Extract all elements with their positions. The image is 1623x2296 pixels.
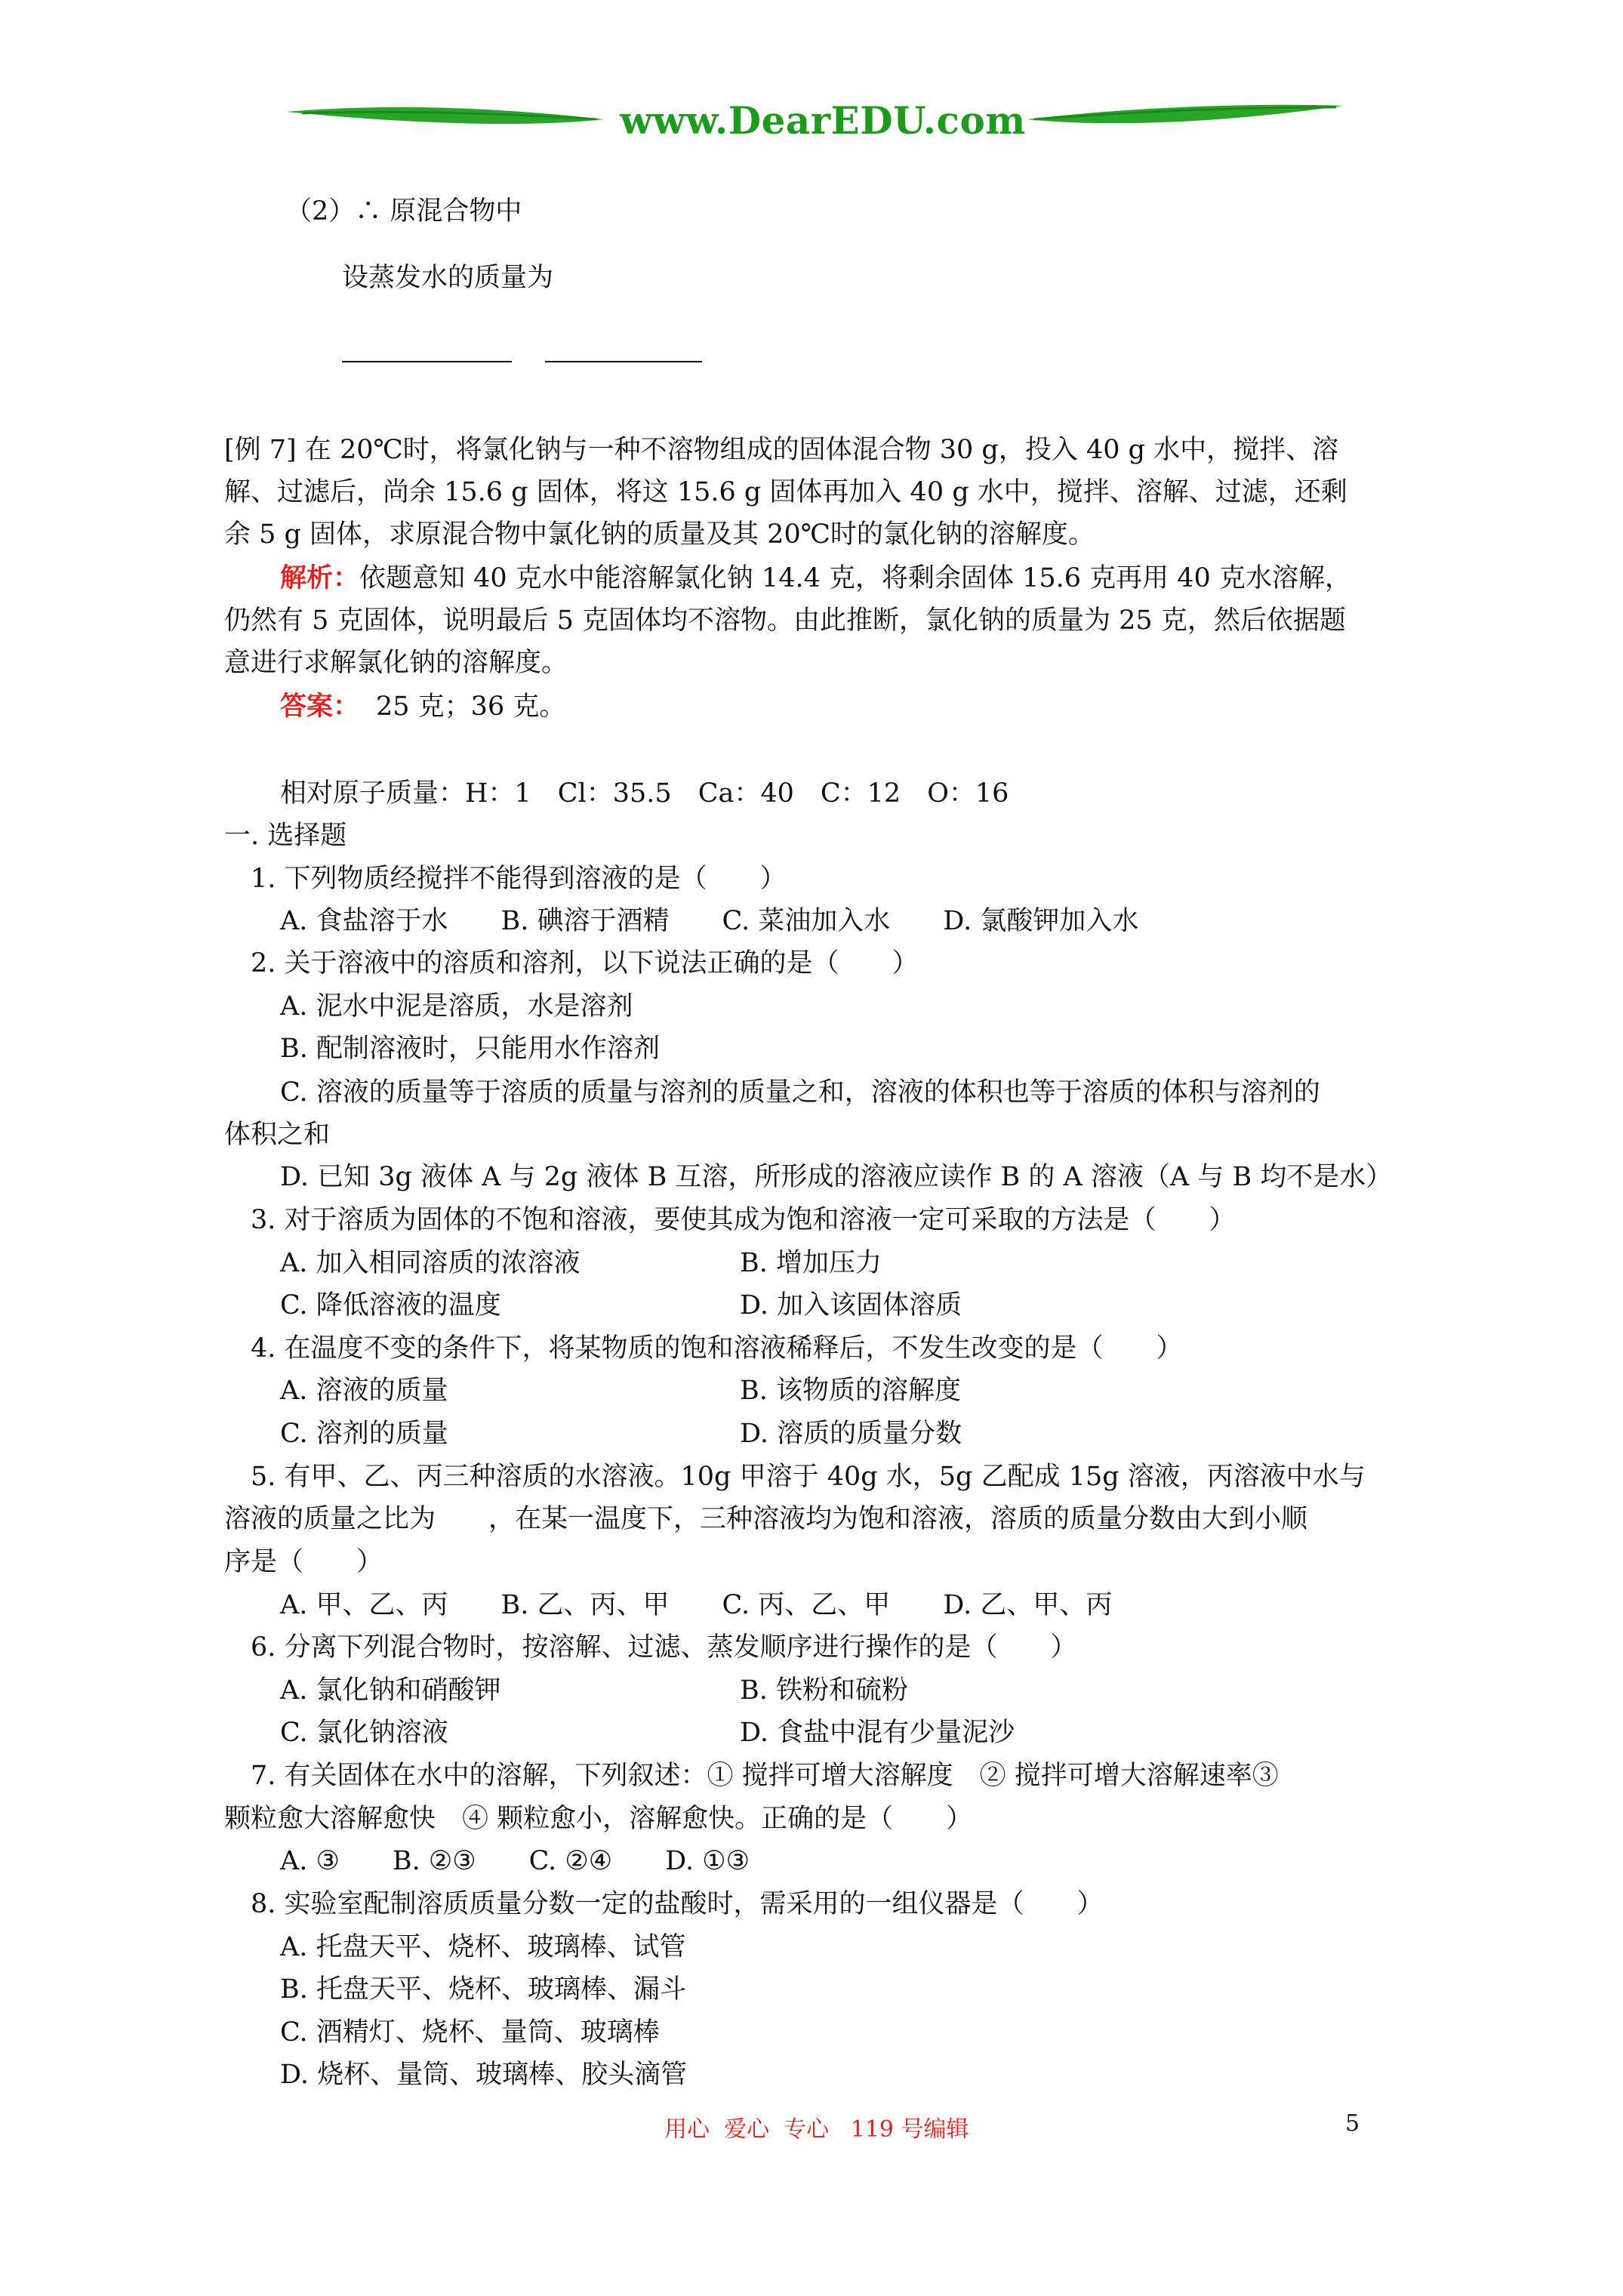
question-stem: 序是（ ）: [224, 1547, 383, 1577]
footer-text: 用心 爱心 专心 119 号编辑: [664, 2116, 969, 2143]
analysis-label: 解析：: [280, 562, 360, 593]
question-stem: 4. 在温度不变的条件下，将某物质的饱和溶液稀释后，不发生改变的是（ ）: [251, 1333, 1183, 1364]
question-option: A. 溶液的质量: [280, 1376, 448, 1406]
question-option: C. 降低溶液的温度: [280, 1290, 501, 1321]
text-line: 设蒸发水的质量为: [342, 263, 554, 293]
answer-blank: [545, 361, 702, 362]
question-option: D. 溶质的质量分数: [740, 1419, 962, 1449]
question-option: D. 已知 3g 液体 A 与 2g 液体 B 互溶，所形成的溶液应读作 B 的 A 溶液（A 与 B 均不是水）: [280, 1162, 1393, 1192]
question-stem: 3. 对于溶质为固体的不饱和溶液，要使其成为饱和溶液一定可采取的方法是（ ）: [251, 1205, 1236, 1235]
answer-blank: [342, 361, 512, 362]
answer-label: 答案：: [280, 691, 360, 722]
question-stem: 溶液的质量之比为 ，在某一温度下，三种溶液均为饱和溶液，溶质的质量分数由大到小顺: [224, 1504, 1308, 1534]
question-stem: 颗粒愈大溶解愈快 ④ 颗粒愈小，溶解愈快。正确的是（ ）: [224, 1804, 973, 1834]
question-option: B. 铁粉和硫粉: [740, 1675, 908, 1706]
question-option: A. 托盘天平、烧杯、玻璃棒、试管: [280, 1932, 686, 1962]
question-option: C. 酒精灯、烧杯、量筒、玻璃棒: [280, 2017, 660, 2048]
question-option: A. 氯化钠和硝酸钾: [280, 1675, 501, 1706]
analysis-line: 意进行求解氯化钠的溶解度。: [224, 648, 568, 678]
analysis-line: 解析：依题意知 40 克水中能溶解氯化钠 14.4 克，将剩余固体 15.6 克再用 40 克水溶解，: [280, 562, 1351, 593]
section-title: 一. 选择题: [224, 821, 347, 851]
question-stem: 8. 实验室配制溶质质量分数一定的盐酸时，需采用的一组仪器是（ ）: [251, 1889, 1104, 1919]
question-option: A. ③ B. ②③ C. ②④ D. ①③: [280, 1846, 750, 1876]
question-option: B. 增加压力: [740, 1248, 882, 1278]
question-option: A. 食盐溶于水 B. 碘溶于酒精 C. 菜油加入水 D. 氯酸钾加入水: [280, 906, 1139, 936]
question-option: C. 溶剂的质量: [280, 1419, 448, 1449]
question-option: C. 溶液的质量等于溶质的质量与溶剂的质量之和，溶液的体积也等于溶质的体积与溶剂的: [280, 1077, 1320, 1108]
question-option: B. 该物质的溶解度: [740, 1376, 961, 1406]
analysis-line: 仍然有 5 克固体，说明最后 5 克固体均不溶物。由此推断，氯化钠的质量为 25 克，然后依据题: [224, 606, 1346, 636]
text-line: （2）∴ 原混合物中: [285, 196, 522, 227]
question-option: B. 托盘天平、烧杯、玻璃棒、漏斗: [280, 1974, 686, 2005]
page-number: 5: [1345, 2110, 1360, 2137]
question-option: 体积之和: [224, 1120, 331, 1150]
example-question-line: 解、过滤后，尚余 15.6 g 固体，将这 15.6 g 固体再加入 40 g 水中，搅拌、溶解、过滤，还剩: [224, 477, 1347, 507]
answer-line: 答案： 25 克；36 克。: [280, 691, 566, 722]
question-stem: 5. 有甲、乙、丙三种溶质的水溶液。10g 甲溶于 40g 水，5g 乙配成 15g 溶液，丙溶液中水与: [251, 1462, 1366, 1492]
question-option: D. 烧杯、量筒、玻璃棒、胶头滴管: [280, 2060, 688, 2090]
question-option: D. 食盐中混有少量泥沙: [740, 1718, 1015, 1748]
example-question-line: [例 7] 在 20℃时，将氯化钠与一种不溶物组成的固体混合物 30 g，投入 40 g 水中，搅拌、溶: [224, 435, 1339, 465]
question-option: B. 配制溶液时，只能用水作溶剂: [280, 1034, 660, 1064]
atomic-mass-line: 相对原子质量：H：1 Cl：35.5 Ca：40 C：12 O：16: [280, 778, 1009, 809]
site-header: [287, 91, 1344, 159]
question-option: A. 泥水中泥是溶质，水是溶剂: [280, 991, 633, 1022]
question-stem: 7. 有关固体在水中的溶解，下列叙述：① 搅拌可增大溶解度 ② 搅拌可增大溶解速率③: [251, 1761, 1279, 1791]
site-logo-text: www.DearEDU.com: [620, 98, 1026, 143]
question-option: D. 加入该固体溶质: [740, 1290, 962, 1321]
question-option: C. 氯化钠溶液: [280, 1718, 448, 1748]
example-question-line: 余 5 g 固体，求原混合物中氯化钠的质量及其 20℃时的氯化钠的溶解度。: [224, 519, 1095, 550]
question-stem: 6. 分离下列混合物时，按溶解、过滤、蒸发顺序进行操作的是（ ）: [251, 1632, 1077, 1663]
question-stem: 1. 下列物质经搅拌不能得到溶液的是（ ）: [251, 864, 787, 894]
question-stem: 2. 关于溶液中的溶质和溶剂，以下说法正确的是（ ）: [251, 948, 919, 978]
question-option: A. 甲、乙、丙 B. 乙、丙、甲 C. 丙、乙、甲 D. 乙、甲、丙: [280, 1590, 1113, 1620]
question-option: A. 加入相同溶质的浓溶液: [280, 1248, 581, 1278]
